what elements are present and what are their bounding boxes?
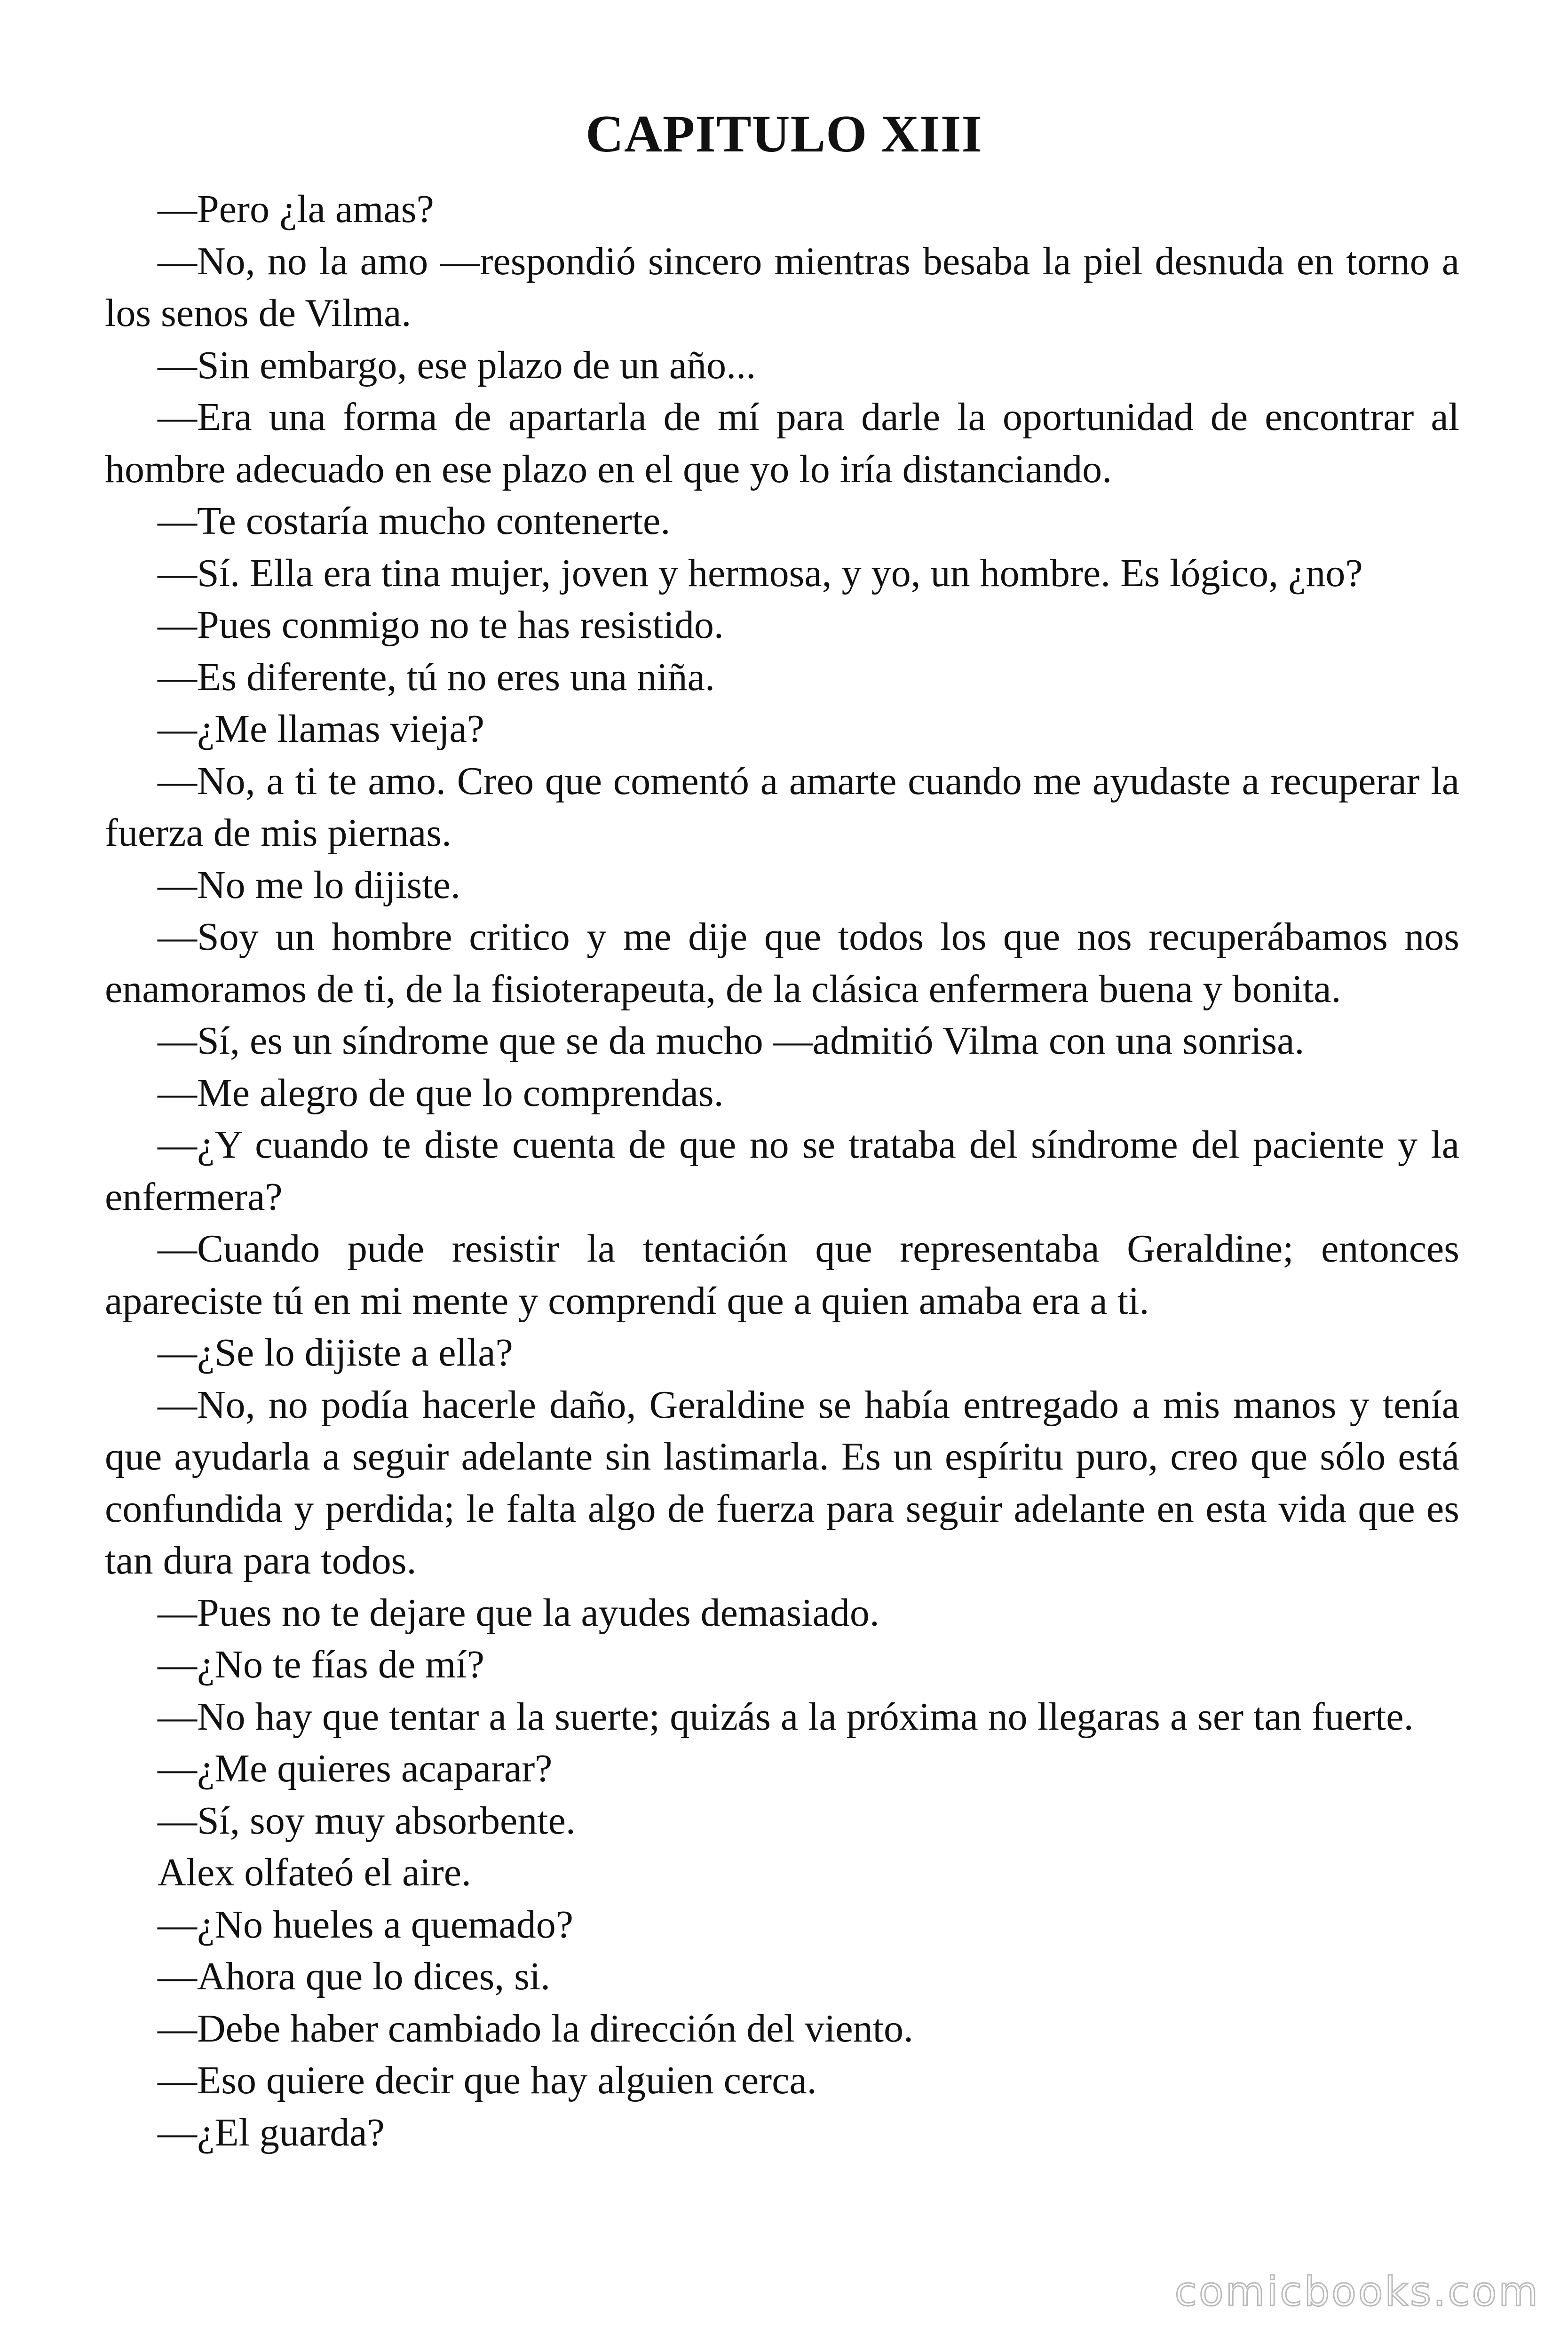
paragraph: —No hay que tentar a la suerte; quizás a la próxima no llegaras a ser tan fuerte. [158,1694,1414,1739]
paragraph: —Sí, soy muy absorbente. [158,1798,576,1843]
paragraph: —¿Me llamas vieja? [158,707,485,751]
paragraph: —No me lo dijiste. [158,863,460,907]
paragraph: —No, a ti te amo. Creo que comentó a amarte cuando me ayudaste a recuperar la fuerza de mis piernas. [105,759,1459,855]
paragraph: —Ahora que lo dices, si. [158,1955,551,1998]
paragraph: —¿Y cuando te diste cuenta de que no se trataba del síndrome del paciente y la enfermera? [105,1123,1459,1219]
paragraph: —¿No te fías de mí? [158,1643,485,1686]
paragraph: —Era una forma de apartarla de mí para darle la oportunidad de encontrar al hombre adecuado en ese plazo en el que yo lo iría distanciando. [105,395,1459,491]
paragraph: —Sin embargo, ese plazo de un año... [158,343,756,387]
paragraph: —No, no la amo —respondió sincero mientras besaba la piel desnuda en torno a los senos de Vilma. [105,239,1459,335]
paragraph: —¿Me quieres acaparar? [158,1747,553,1790]
paragraph: —¿No hueles a quemado? [158,1902,574,1947]
watermark: comicbooks.com [1174,2268,1540,2315]
paragraph: Alex olfateó el aire. [158,1851,471,1894]
paragraph: —Eso quiere decir que hay alguien cerca. [158,2058,817,2102]
paragraph: —Te costaría mucho contenerte. [158,499,671,543]
paragraph: —Cuando pude resistir la tentación que representaba Geraldine; entonces apareciste tú en mi mente y comprendí que a quien amaba era a ti. [105,1227,1459,1323]
chapter-body [105,183,1459,2159]
paragraph: —Debe haber cambiado la dirección del viento. [158,2006,913,2050]
paragraph: —Sí. Ella era tina mujer, joven y hermosa, y yo, un hombre. Es lógico, ¿no? [158,551,1363,595]
paragraph: —Es diferente, tú no eres una niña. [158,655,715,699]
paragraph: —¿El guarda? [158,2110,385,2154]
paragraph: —No, no podía hacerle daño, Geraldine se había entregado a mis manos y tenía que ayudarla a seguir adelante sin lastimarla. Es un espíritu puro, creo que sólo está confundida y perdida; le falta algo de fuerza para seguir adelante en esta vida que es tan dura para todos. [105,1383,1459,1582]
paragraph: —Sí, es un síndrome que se da mucho —admitió Vilma con una sonrisa. [158,1019,1305,1063]
paragraph: —Pero ¿la amas? [158,187,434,231]
paragraph: —Pues no te dejare que la ayudes demasiado. [158,1590,879,1635]
chapter-title: CAPITULO XIII [586,105,982,164]
paragraph: —Me alegro de que lo comprendas. [158,1071,724,1115]
paragraph: —Soy un hombre critico y me dije que todos los que nos recuperábamos nos enamoramos de ti, de la fisioterapeuta, de la clásica enfermera buena y bonita. [105,915,1459,1011]
paragraph: —Pues conmigo no te has resistido. [158,603,724,647]
paragraph: —¿Se lo dijiste a ella? [158,1331,513,1375]
